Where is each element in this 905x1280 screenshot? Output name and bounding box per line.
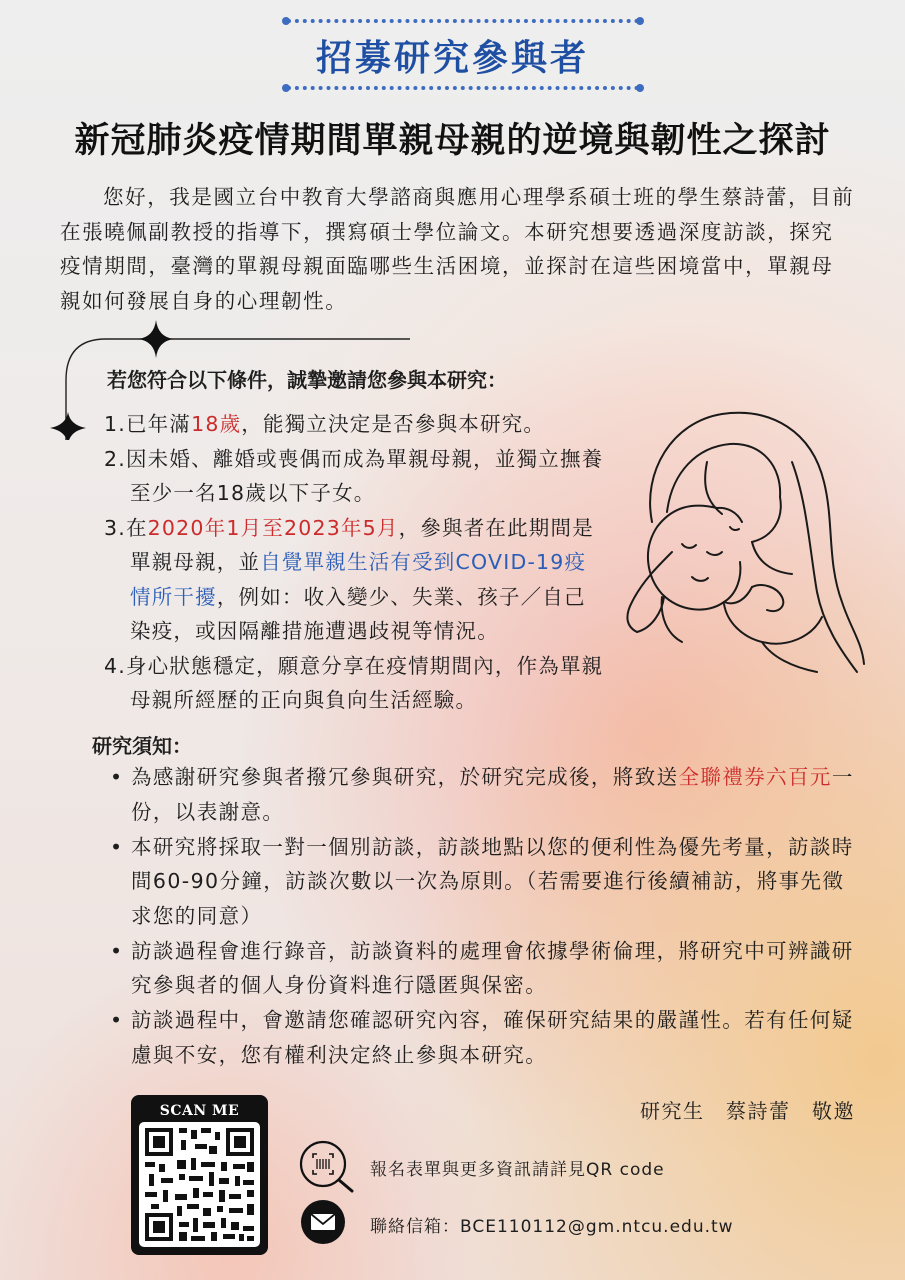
item-number: 2. (104, 446, 126, 471)
bullet-icon: • (110, 834, 124, 859)
intro-text: 您好，我是國立台中教育大學諮商與應用心理學系碩士班的學生蔡詩蕾，目前在張曉佩副教授的指導下，撰寫碩士學位論文。本研究想要透過深度訪談，探究疫情期間，臺灣的單親母親面臨哪些生活困境，並探討在這些困境當中，單親母親如何發展自身的心理韌性。 (60, 185, 855, 313)
item-number: 1. (104, 412, 126, 436)
notice-list (110, 760, 855, 1073)
list-item (110, 934, 855, 1003)
list-item (110, 1003, 855, 1072)
qr-code-frame (139, 1122, 260, 1247)
scan-me-label: SCAN ME (159, 1103, 240, 1119)
list-item (110, 830, 855, 934)
item-text: ，參與者在此期間是單親母親，並 (130, 515, 594, 574)
item-text: 因未婚、離婚或喪偶而成為單親母親，並獨立撫養至少一名18歲以下子女。 (125, 446, 604, 505)
eligibility-list (104, 407, 604, 718)
list-item (104, 442, 604, 511)
item-text: 訪談過程會進行錄音，訪談資料的處理會依據學術倫理，將研究中可辨識研究參與者的個人身份資料進行隱匿與保密。 (131, 938, 854, 997)
header-dot (282, 17, 290, 25)
qr-code-icon (139, 1122, 260, 1247)
item-text: 已年滿 (125, 412, 192, 436)
highlight-red: 18歲 (191, 412, 242, 436)
header-dotted-line-bottom (287, 86, 639, 90)
page-title: 新冠肺炎疫情期間單親母親的逆境與韌性之探討 (74, 121, 831, 161)
item-text: 為感謝研究參與者撥冗參與研究，於研究完成後，將致送 (131, 765, 679, 789)
item-text: 本研究將採取一對一個別訪談，訪談地點以您的便利性為優先考量，訪談時間60-90分鐘，訪談次數以一次為原則。（若需要進行後續補訪，將事先徵求您的同意） (131, 834, 854, 928)
eligibility-heading: 若您符合以下條件，誠摯邀請您參與本研究： (107, 368, 507, 392)
header-dot (636, 84, 644, 92)
list-item (104, 407, 604, 442)
item-text: 身心狀態穩定，願意分享在疫情期間內，作為單親母親所經歷的正向與負向生活經驗。 (125, 653, 604, 712)
item-number: 3. (104, 515, 126, 540)
highlight-red: 全聯禮券六百元 (678, 765, 832, 789)
item-text: 在 (125, 515, 148, 540)
header-dot (282, 84, 290, 92)
highlight-red: 2020年1月至2023年5月 (147, 515, 399, 540)
signature: 研究生 蔡詩蕾 敬邀 (640, 1099, 855, 1123)
header-title: 招募研究參與者 (315, 38, 589, 79)
item-text: 一份，以表謝意。 (131, 765, 854, 824)
bullet-icon: • (110, 938, 124, 963)
qr-scan-icon (298, 1140, 358, 1195)
list-item (110, 760, 855, 829)
item-text: 訪談過程中，會邀請您確認研究內容，確保研究結果的嚴謹性。若有任何疑慮與不安，您有權利決定終止參與本研究。 (131, 1008, 854, 1067)
list-item (104, 649, 604, 718)
list-item (104, 511, 604, 649)
qr-code-card[interactable] (131, 1095, 268, 1255)
highlight-blue: 自覺單親生活有受到COVID-19疫情所干擾 (130, 550, 587, 609)
email-text[interactable]: 聯絡信箱：BCE110112@gm.ntcu.edu.tw (370, 1217, 734, 1237)
header-dot (636, 17, 644, 25)
bullet-icon: • (110, 1008, 124, 1032)
header-dotted-line-top (287, 19, 639, 23)
item-text: ，例如：收入變少、失業、孩子／自己染疫，或因隔離措施遭遇歧視等情況。 (130, 584, 586, 643)
item-number: 4. (104, 653, 126, 678)
notice-heading: 研究須知： (92, 734, 192, 758)
mother-baby-illustration (612, 402, 872, 702)
item-text: ，能獨立決定是否參與本研究。 (241, 412, 546, 436)
qr-info-text: 報名表單與更多資訊請詳見QR code (370, 1160, 665, 1180)
email-icon (300, 1199, 346, 1245)
bullet-icon: • (110, 765, 124, 789)
intro-paragraph (60, 180, 855, 318)
